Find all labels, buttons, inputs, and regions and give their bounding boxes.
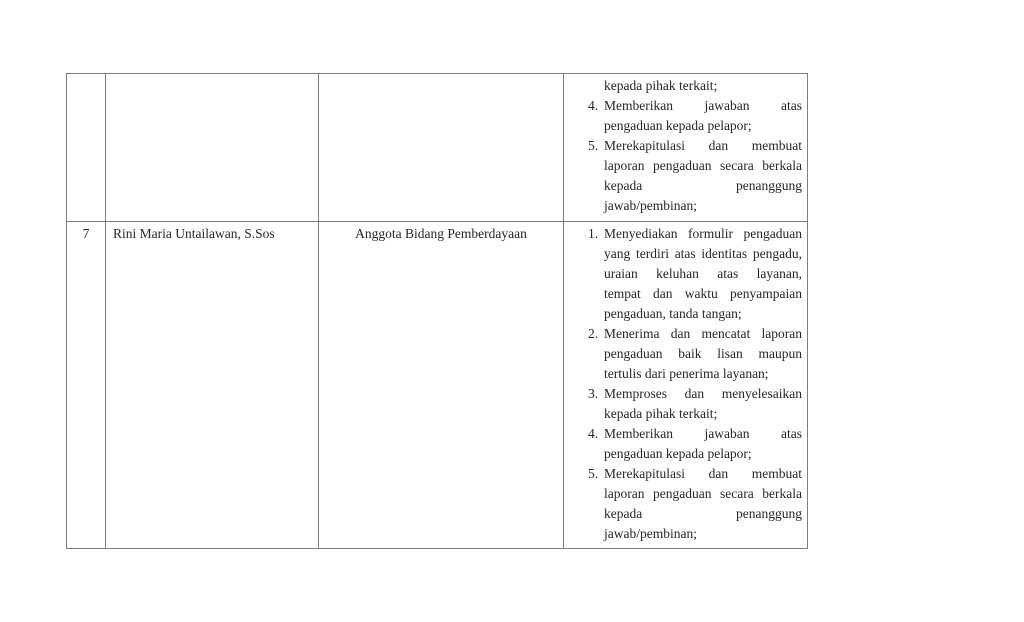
duty-line: Memberikan jawaban atas — [604, 98, 802, 113]
duty-item-number: 4. — [588, 98, 599, 113]
table-row-7 — [67, 222, 808, 549]
duty-line: Merekapitulasi dan membuat — [604, 138, 802, 153]
cell-position-empty — [319, 74, 564, 222]
duty-line: kepada pihak terkait; — [604, 406, 718, 421]
duty-line: pengaduan kepada pelapor; — [604, 118, 752, 133]
cell-member-name: Rini Maria Untailawan, S.Sos — [106, 222, 319, 549]
duty-item — [564, 424, 802, 464]
duty-item — [564, 384, 802, 424]
duty-line: jawab/pembinan; — [604, 198, 697, 213]
cell-no-empty — [67, 74, 106, 222]
duty-item — [564, 464, 802, 544]
duty-line: kepada penanggung — [604, 506, 802, 521]
duty-item — [564, 224, 802, 324]
duty-list — [564, 224, 802, 544]
cell-duties-continuation — [564, 74, 808, 222]
duty-line: tertulis dari penerima layanan; — [604, 366, 769, 381]
duty-line: Menerima dan mencatat laporan — [604, 326, 802, 341]
duty-line: Merekapitulasi dan membuat — [604, 466, 802, 481]
duty-line: Memproses dan menyelesaikan — [604, 386, 802, 401]
duty-item-number: 1. — [588, 226, 599, 241]
complaint-duties-table — [66, 73, 808, 549]
duty-item-number: 3. — [588, 386, 599, 401]
duty-item-number: 5. — [588, 466, 599, 481]
cell-row-number: 7 — [67, 222, 106, 549]
duty-line: pengaduan, tanda tangan; — [604, 306, 742, 321]
duty-line: pengaduan baik lisan maupun — [604, 346, 802, 361]
cell-name-empty — [106, 74, 319, 222]
duty-item — [564, 136, 802, 216]
duty-line: yang terdiri atas identitas pengadu, — [604, 246, 802, 261]
duty-item-number: 4. — [588, 426, 599, 441]
duty-line: tempat dan waktu penyampaian — [604, 286, 802, 301]
duty-item-number: 5. — [588, 138, 599, 153]
duty-continuation-line: kepada pihak terkait; — [604, 78, 718, 93]
duty-line: Menyediakan formulir pengaduan — [604, 226, 802, 241]
duty-line: laporan pengaduan secara berkala — [604, 158, 802, 173]
duty-line: laporan pengaduan secara berkala — [604, 486, 802, 501]
table-row-continuation — [67, 74, 808, 222]
duty-line: jawab/pembinan; — [604, 526, 697, 541]
cell-member-position: Anggota Bidang Pemberdayaan — [319, 222, 564, 549]
duty-line: pengaduan kepada pelapor; — [604, 446, 752, 461]
duty-line: kepada penanggung — [604, 178, 802, 193]
duty-item — [564, 324, 802, 384]
duty-line: Memberikan jawaban atas — [604, 426, 802, 441]
duty-line: uraian keluhan atas layanan, — [604, 266, 802, 281]
cell-member-duties — [564, 222, 808, 549]
duty-list-continuation — [564, 96, 802, 216]
duty-item-number: 2. — [588, 326, 599, 341]
duty-item — [564, 96, 802, 136]
